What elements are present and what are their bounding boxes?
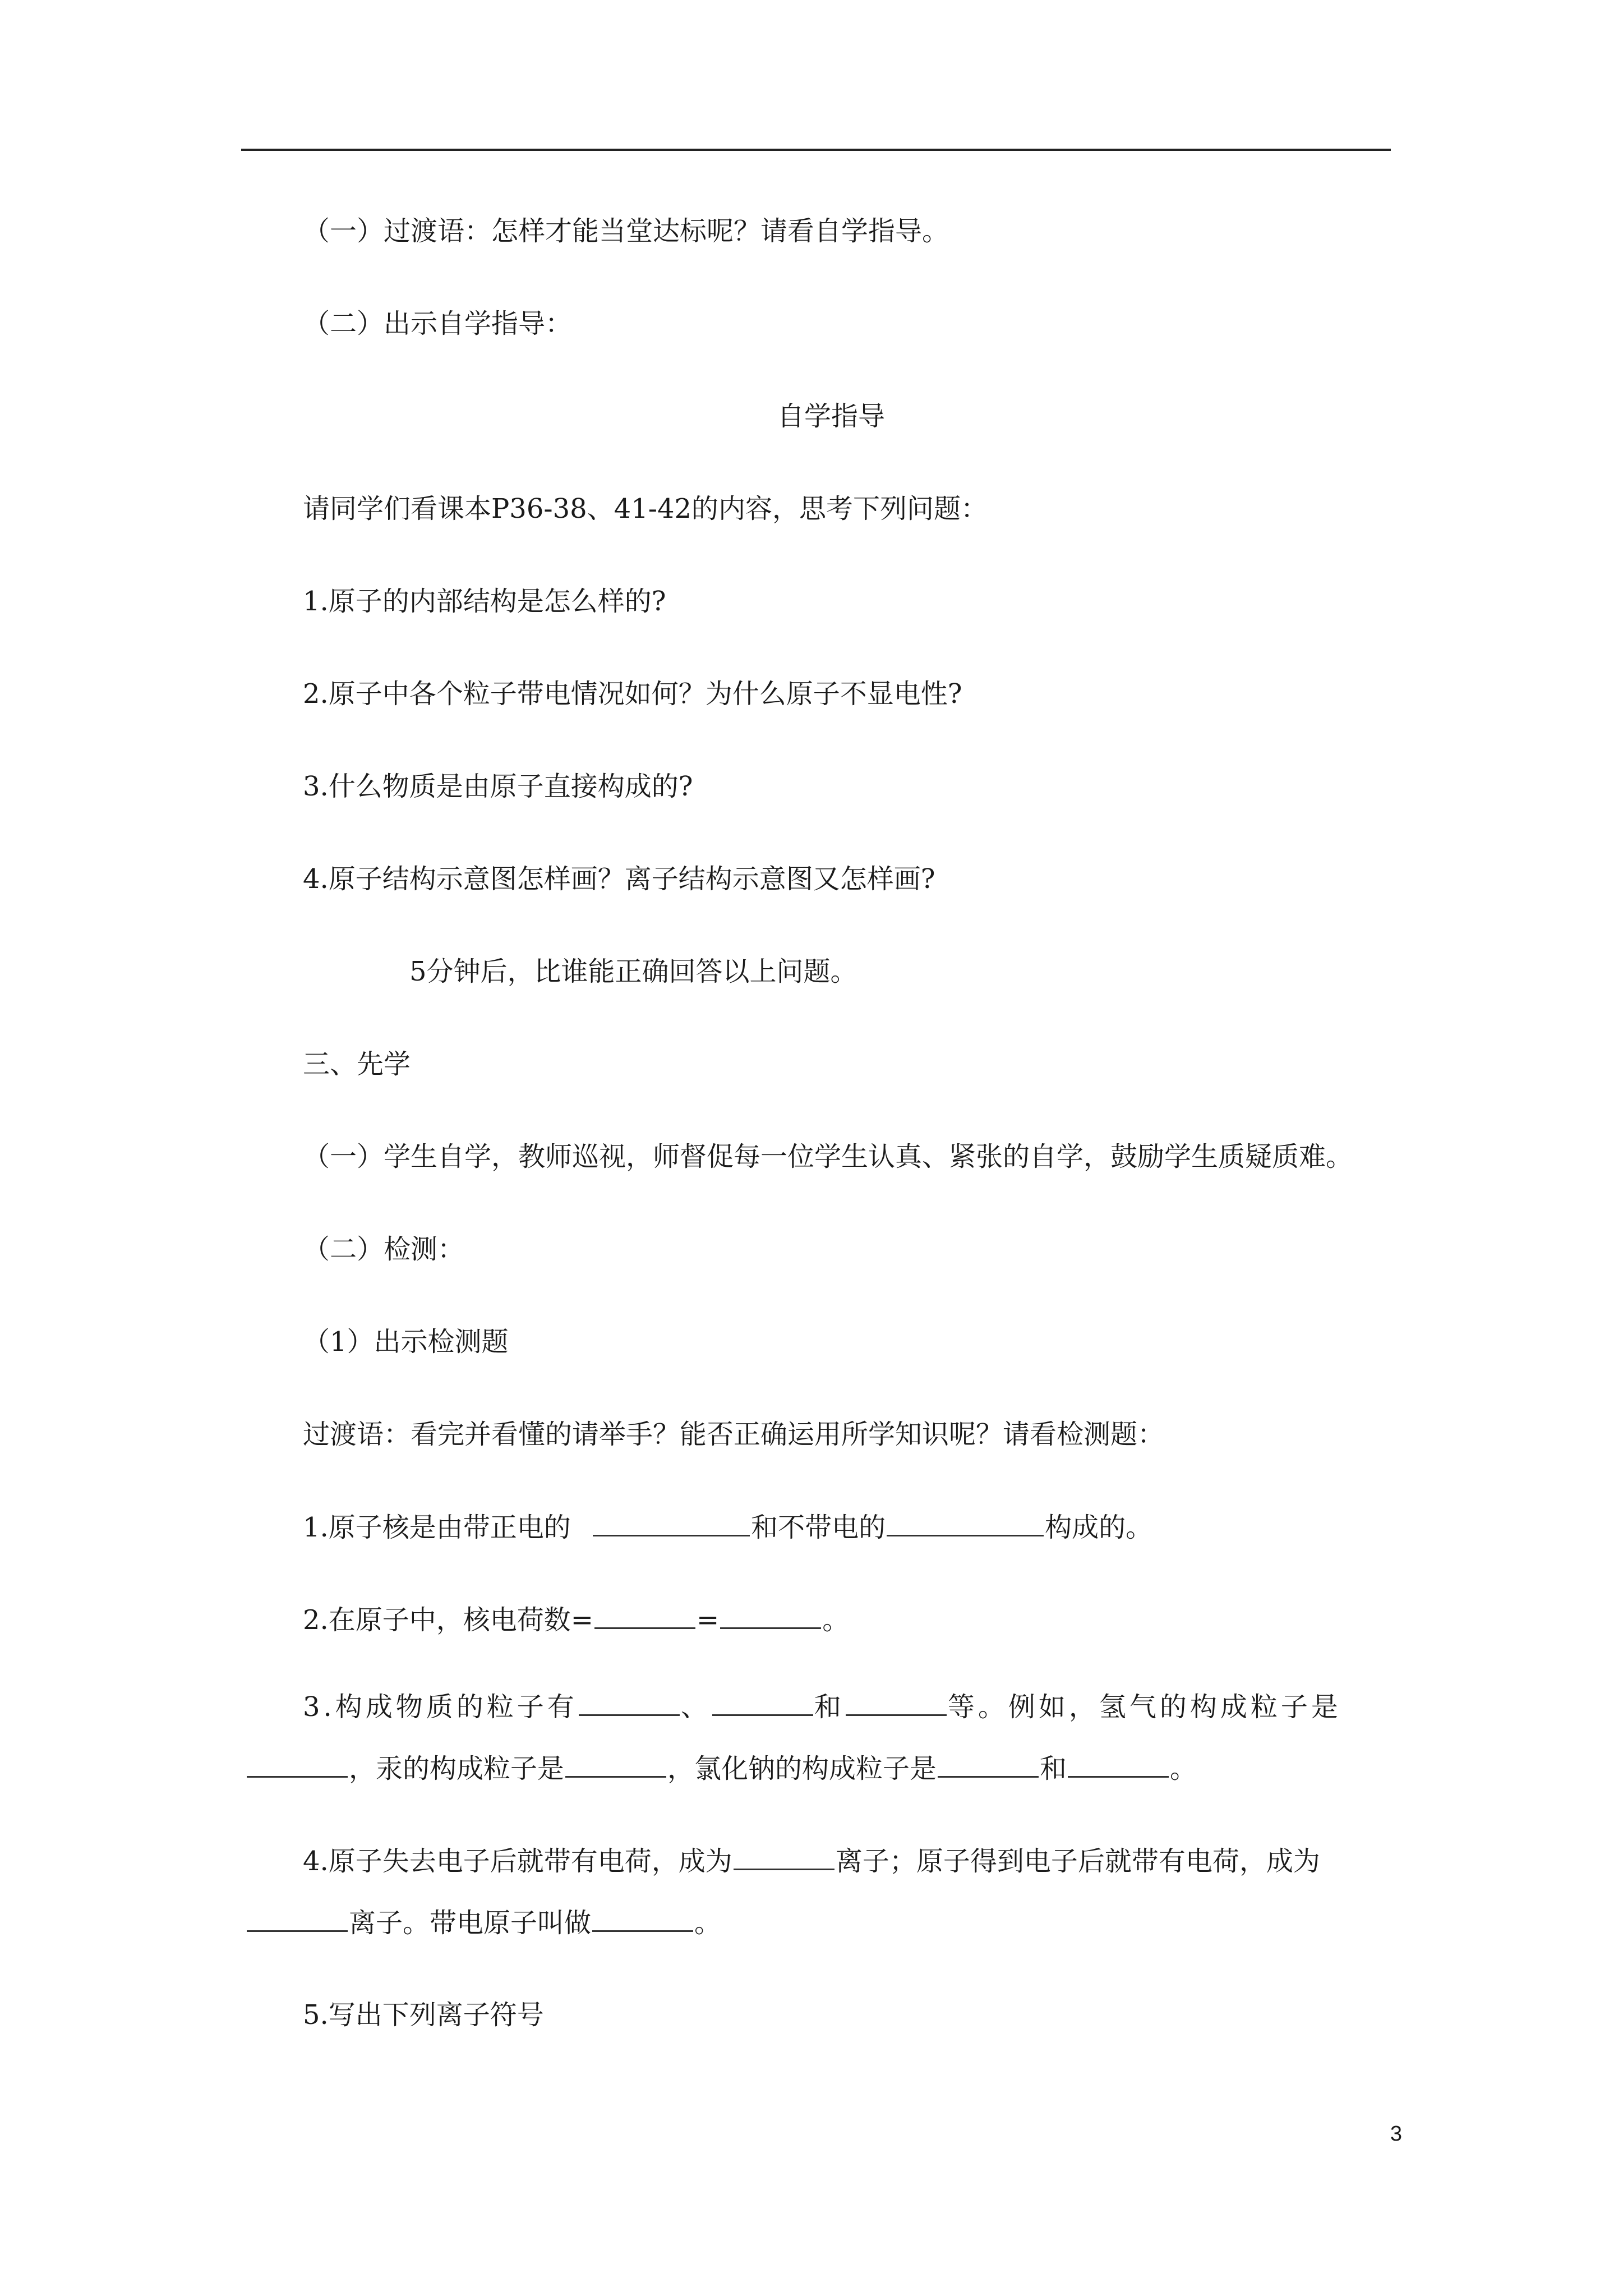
page-number: 3 bbox=[1390, 2122, 1402, 2146]
answer-blank[interactable] bbox=[593, 1509, 750, 1536]
paragraph bbox=[0, 1231, 1623, 1267]
exercise-text: 和不带电的 bbox=[751, 1512, 886, 1543]
question-text: 2.原子中各个粒子带电情况如何？为什么原子不显电性? bbox=[303, 678, 962, 710]
paragraph-text: （二）出示自学指导： bbox=[303, 308, 573, 339]
exercise-2 bbox=[0, 1602, 1623, 1638]
paragraph-text: （一）过渡语：怎样才能当堂达标呢？请看自学指导。 bbox=[303, 215, 949, 247]
exercise-text: ，汞的构成粒子是 bbox=[349, 1753, 565, 1784]
exercise-text: 。 bbox=[694, 1907, 722, 1939]
paragraph-text: （一）学生自学，教师巡视，师督促每一位学生认真、紧张的自学，鼓励学生质疑质难。 bbox=[303, 1141, 1353, 1172]
paragraph-text: （1）出示检测题 bbox=[303, 1326, 509, 1358]
exercise-text: 3.构成物质的粒子有 bbox=[303, 1691, 578, 1723]
answer-blank[interactable] bbox=[938, 1750, 1039, 1778]
answer-blank[interactable] bbox=[247, 1750, 348, 1778]
exercise-1 bbox=[0, 1509, 1623, 1545]
question-item bbox=[0, 676, 1623, 712]
answer-blank[interactable] bbox=[1068, 1750, 1169, 1778]
answer-blank[interactable] bbox=[734, 1843, 834, 1870]
paragraph bbox=[0, 1324, 1623, 1360]
exercise-text: 4.原子失去电子后就带有电荷，成为 bbox=[303, 1846, 732, 1877]
exercise-text: 构成的。 bbox=[1045, 1512, 1153, 1543]
section-heading bbox=[0, 398, 1623, 434]
exercise-text: ，氯化钠的构成粒子是 bbox=[667, 1753, 937, 1784]
exercise-text: 。 bbox=[1170, 1753, 1197, 1784]
answer-blank[interactable] bbox=[592, 1904, 693, 1932]
question-item bbox=[0, 583, 1623, 619]
paragraph-text: 5分钟后，比谁能正确回答以上问题。 bbox=[409, 956, 857, 987]
exercise-text: 、 bbox=[680, 1691, 711, 1723]
paragraph bbox=[0, 954, 1623, 990]
paragraph-text: （二）检测： bbox=[303, 1234, 465, 1265]
answer-blank[interactable] bbox=[720, 1602, 821, 1629]
exercise-text: 离子；原子得到电子后就带有电荷，成为 bbox=[835, 1846, 1320, 1877]
paragraph-text: 过渡语：看完并看懂的请举手？能否正确运用所学知识呢？请看检测题： bbox=[303, 1419, 1165, 1450]
exercise-text: 2.在原子中，核电荷数= bbox=[303, 1604, 594, 1636]
exercise-text: 和 bbox=[814, 1691, 845, 1723]
exercise-3-continued bbox=[0, 1750, 1623, 1787]
paragraph bbox=[0, 491, 1623, 527]
answer-blank[interactable] bbox=[887, 1509, 1044, 1536]
exercise-text: 离子。带电原子叫做 bbox=[349, 1907, 592, 1939]
question-item bbox=[0, 769, 1623, 804]
section-heading bbox=[0, 1046, 1623, 1082]
answer-blank[interactable] bbox=[712, 1688, 813, 1716]
header-rule bbox=[241, 149, 1391, 151]
exercise-4 bbox=[0, 1843, 1623, 1879]
paragraph bbox=[0, 1139, 1623, 1175]
answer-blank[interactable] bbox=[247, 1904, 348, 1932]
heading-text: 自学指导 bbox=[777, 401, 885, 432]
question-text: 4.原子结构示意图怎样画？离子结构示意图又怎样画? bbox=[303, 863, 935, 895]
answer-blank[interactable] bbox=[594, 1602, 695, 1629]
paragraph bbox=[0, 1416, 1623, 1452]
exercise-text: 和 bbox=[1040, 1753, 1067, 1784]
exercise-text: 等。例如，氢气的构成粒子是 bbox=[947, 1691, 1341, 1723]
question-item bbox=[0, 861, 1623, 897]
paragraph-text: 请同学们看课本P36-38、41-42的内容，思考下列问题： bbox=[303, 493, 988, 524]
exercise-text: 5.写出下列离子符号 bbox=[303, 1999, 544, 2031]
answer-blank[interactable] bbox=[846, 1688, 947, 1716]
answer-blank[interactable] bbox=[579, 1688, 680, 1716]
answer-blank[interactable] bbox=[565, 1750, 666, 1778]
heading-text: 三、先学 bbox=[303, 1048, 411, 1080]
exercise-4-continued bbox=[0, 1904, 1623, 1941]
exercise-5 bbox=[0, 1997, 1623, 2033]
question-text: 1.原子的内部结构是怎么样的? bbox=[303, 586, 666, 617]
paragraph bbox=[0, 213, 1623, 249]
exercise-text: = bbox=[697, 1604, 720, 1636]
exercise-3 bbox=[0, 1688, 1623, 1725]
exercise-text: 。 bbox=[822, 1604, 850, 1636]
question-text: 3.什么物质是由原子直接构成的? bbox=[303, 771, 693, 802]
paragraph bbox=[0, 306, 1623, 342]
exercise-text: 1.原子核是由带正电的 bbox=[303, 1512, 571, 1543]
